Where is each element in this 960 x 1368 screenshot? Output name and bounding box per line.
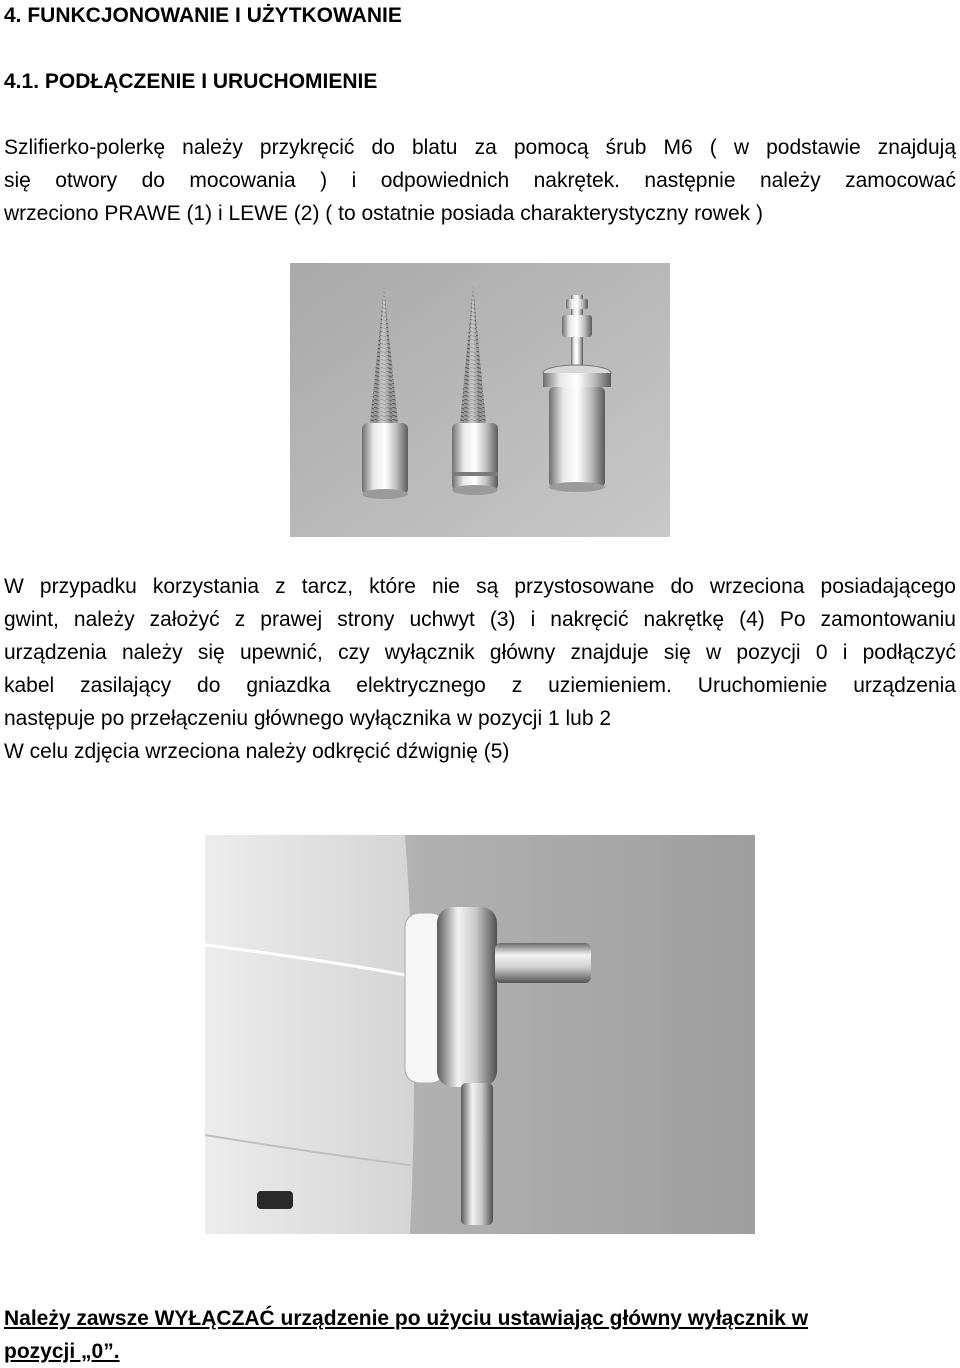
paragraph-line: się otwory do mocowania ) i odpowiednich nakrętek. następnie należy zamocować (4, 169, 956, 192)
paragraph-line: Szlifierko-polerkę należy przykręcić do blatu za pomocą śrub M6 ( w podstawie znajdują (4, 136, 956, 159)
spindles-photo (290, 263, 670, 537)
paragraph-line: W celu zdjęcia wrzeciona należy odkręcić dźwignię (5) (4, 740, 510, 763)
paragraph-line: W przypadku korzystania z tarcz, które nie są przystosowane do wrzeciona posiadającego (4, 575, 956, 598)
paragraph-line: urządzenia należy się upewnić, czy wyłącznik główny znajduje się w pozycji 0 i podłączyć (4, 641, 956, 664)
paragraph-line: wrzeciono PRAWE (1) i LEWE (2) ( to ostatnie posiada charakterystyczny rowek ) (4, 202, 763, 225)
lever-photo (205, 835, 755, 1234)
paragraph-line: kabel zasilający do gniazdka elektrycznego z uziemieniem. Uruchomienie urządzenia (4, 674, 956, 697)
subsection-heading: 4.1. PODŁĄCZENIE I URUCHOMIENIE (4, 70, 378, 93)
warning-line-1: Należy zawsze WYŁĄCZAĆ urządzenie po użyciu ustawiając główny wyłącznik w (4, 1307, 809, 1330)
paragraph-line: następuje po przełączeniu głównego wyłącznika w pozycji 1 lub 2 (4, 707, 612, 730)
section-heading: 4. FUNKCJONOWANIE I UŻYTKOWANIE (4, 4, 402, 27)
warning-line-2: pozycji „0”. (4, 1340, 120, 1363)
intro-paragraph (4, 131, 956, 230)
paragraph-line: gwint, należy założyć z prawej strony uchwyt (3) i nakręcić nakrętkę (4) Po zamontowaniu (4, 608, 956, 631)
instructions-paragraph (4, 570, 956, 768)
